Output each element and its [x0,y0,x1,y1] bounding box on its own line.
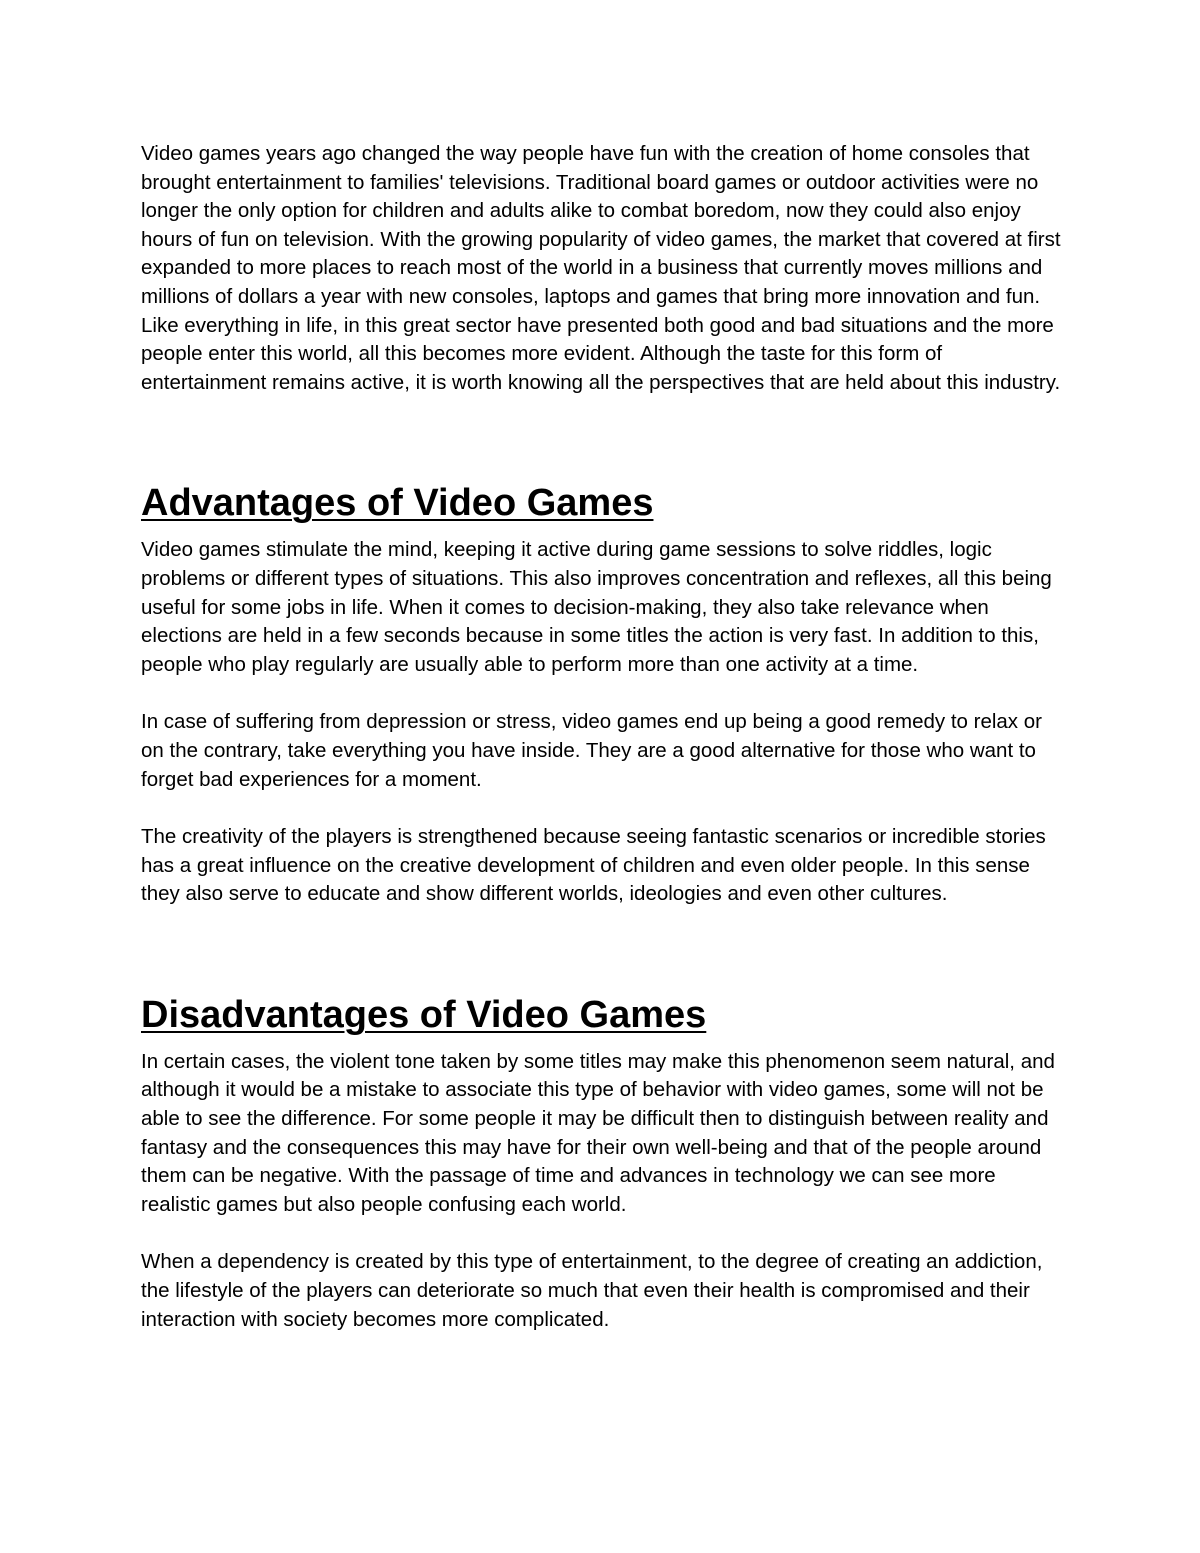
disadvantages-paragraph-2: When a dependency is created by this type of entertainment, to the degree of creating an addiction, the lifestyle of the players can deteriorate so much that even their health is compromised and their interaction with society becomes more complicated. [141,1250,1043,1331]
intro-paragraph: Video games years ago changed the way people have fun with the creation of home consoles that brought entertainment to families' televisions. Traditional board games or outdoor activities were no longer the only option for children and adults alike to combat boredom, now they could also enjoy hours of fun on television. With the growing popularity of video games, the market that covered at first expanded to more places to reach most of the world in a business that currently moves millions and millions of dollars a year with new consoles, laptops and games that bring more innovation and fun. Like everything in life, in this great sector have presented both good and bad situations and the more people enter this world, all this becomes more evident. Although the taste for this form of entertainment remains active, it is worth knowing all the perspectives that are held about this industry. [141,142,1061,394]
document-page [141,140,1061,1334]
advantages-paragraph-3: The creativity of the players is strengthened because seeing fantastic scenarios or incredible stories has a great influence on the creative development of children and even older people. In this sense they also serve to educate and show different worlds, ideologies and even other cultures. [141,825,1046,906]
disadvantages-paragraph-1: In certain cases, the violent tone taken by some titles may make this phenomenon seem natural, and although it would be a mistake to associate this type of behavior with video games, some will not be able to see the difference. For some people it may be difficult then to distinguish between reality and fantasy and the consequences this may have for their own well-being and that of the people around them can be negative. With the passage of time and advances in technology we can see more realistic games but also people confusing each world. [141,1049,1055,1216]
advantages-heading: Advantages of Video Games [141,482,654,525]
advantages-paragraph-1: Video games stimulate the mind, keeping it active during game sessions to solve riddles, logic problems or different types of situations. This also improves concentration and reflexes, all this being useful for some jobs in life. When it comes to decision-making, they also take relevance when elections are held in a few seconds because in some titles the action is very fast. In addition to this, people who play regularly are usually able to perform more than one activity at a time. [141,538,1052,676]
advantages-paragraph-2: In case of suffering from depression or stress, video games end up being a good remedy to relax or on the contrary, take everything you have inside. They are a good alternative for those who want to forget bad experiences for a moment. [141,710,1042,791]
disadvantages-heading: Disadvantages of Video Games [141,993,707,1036]
